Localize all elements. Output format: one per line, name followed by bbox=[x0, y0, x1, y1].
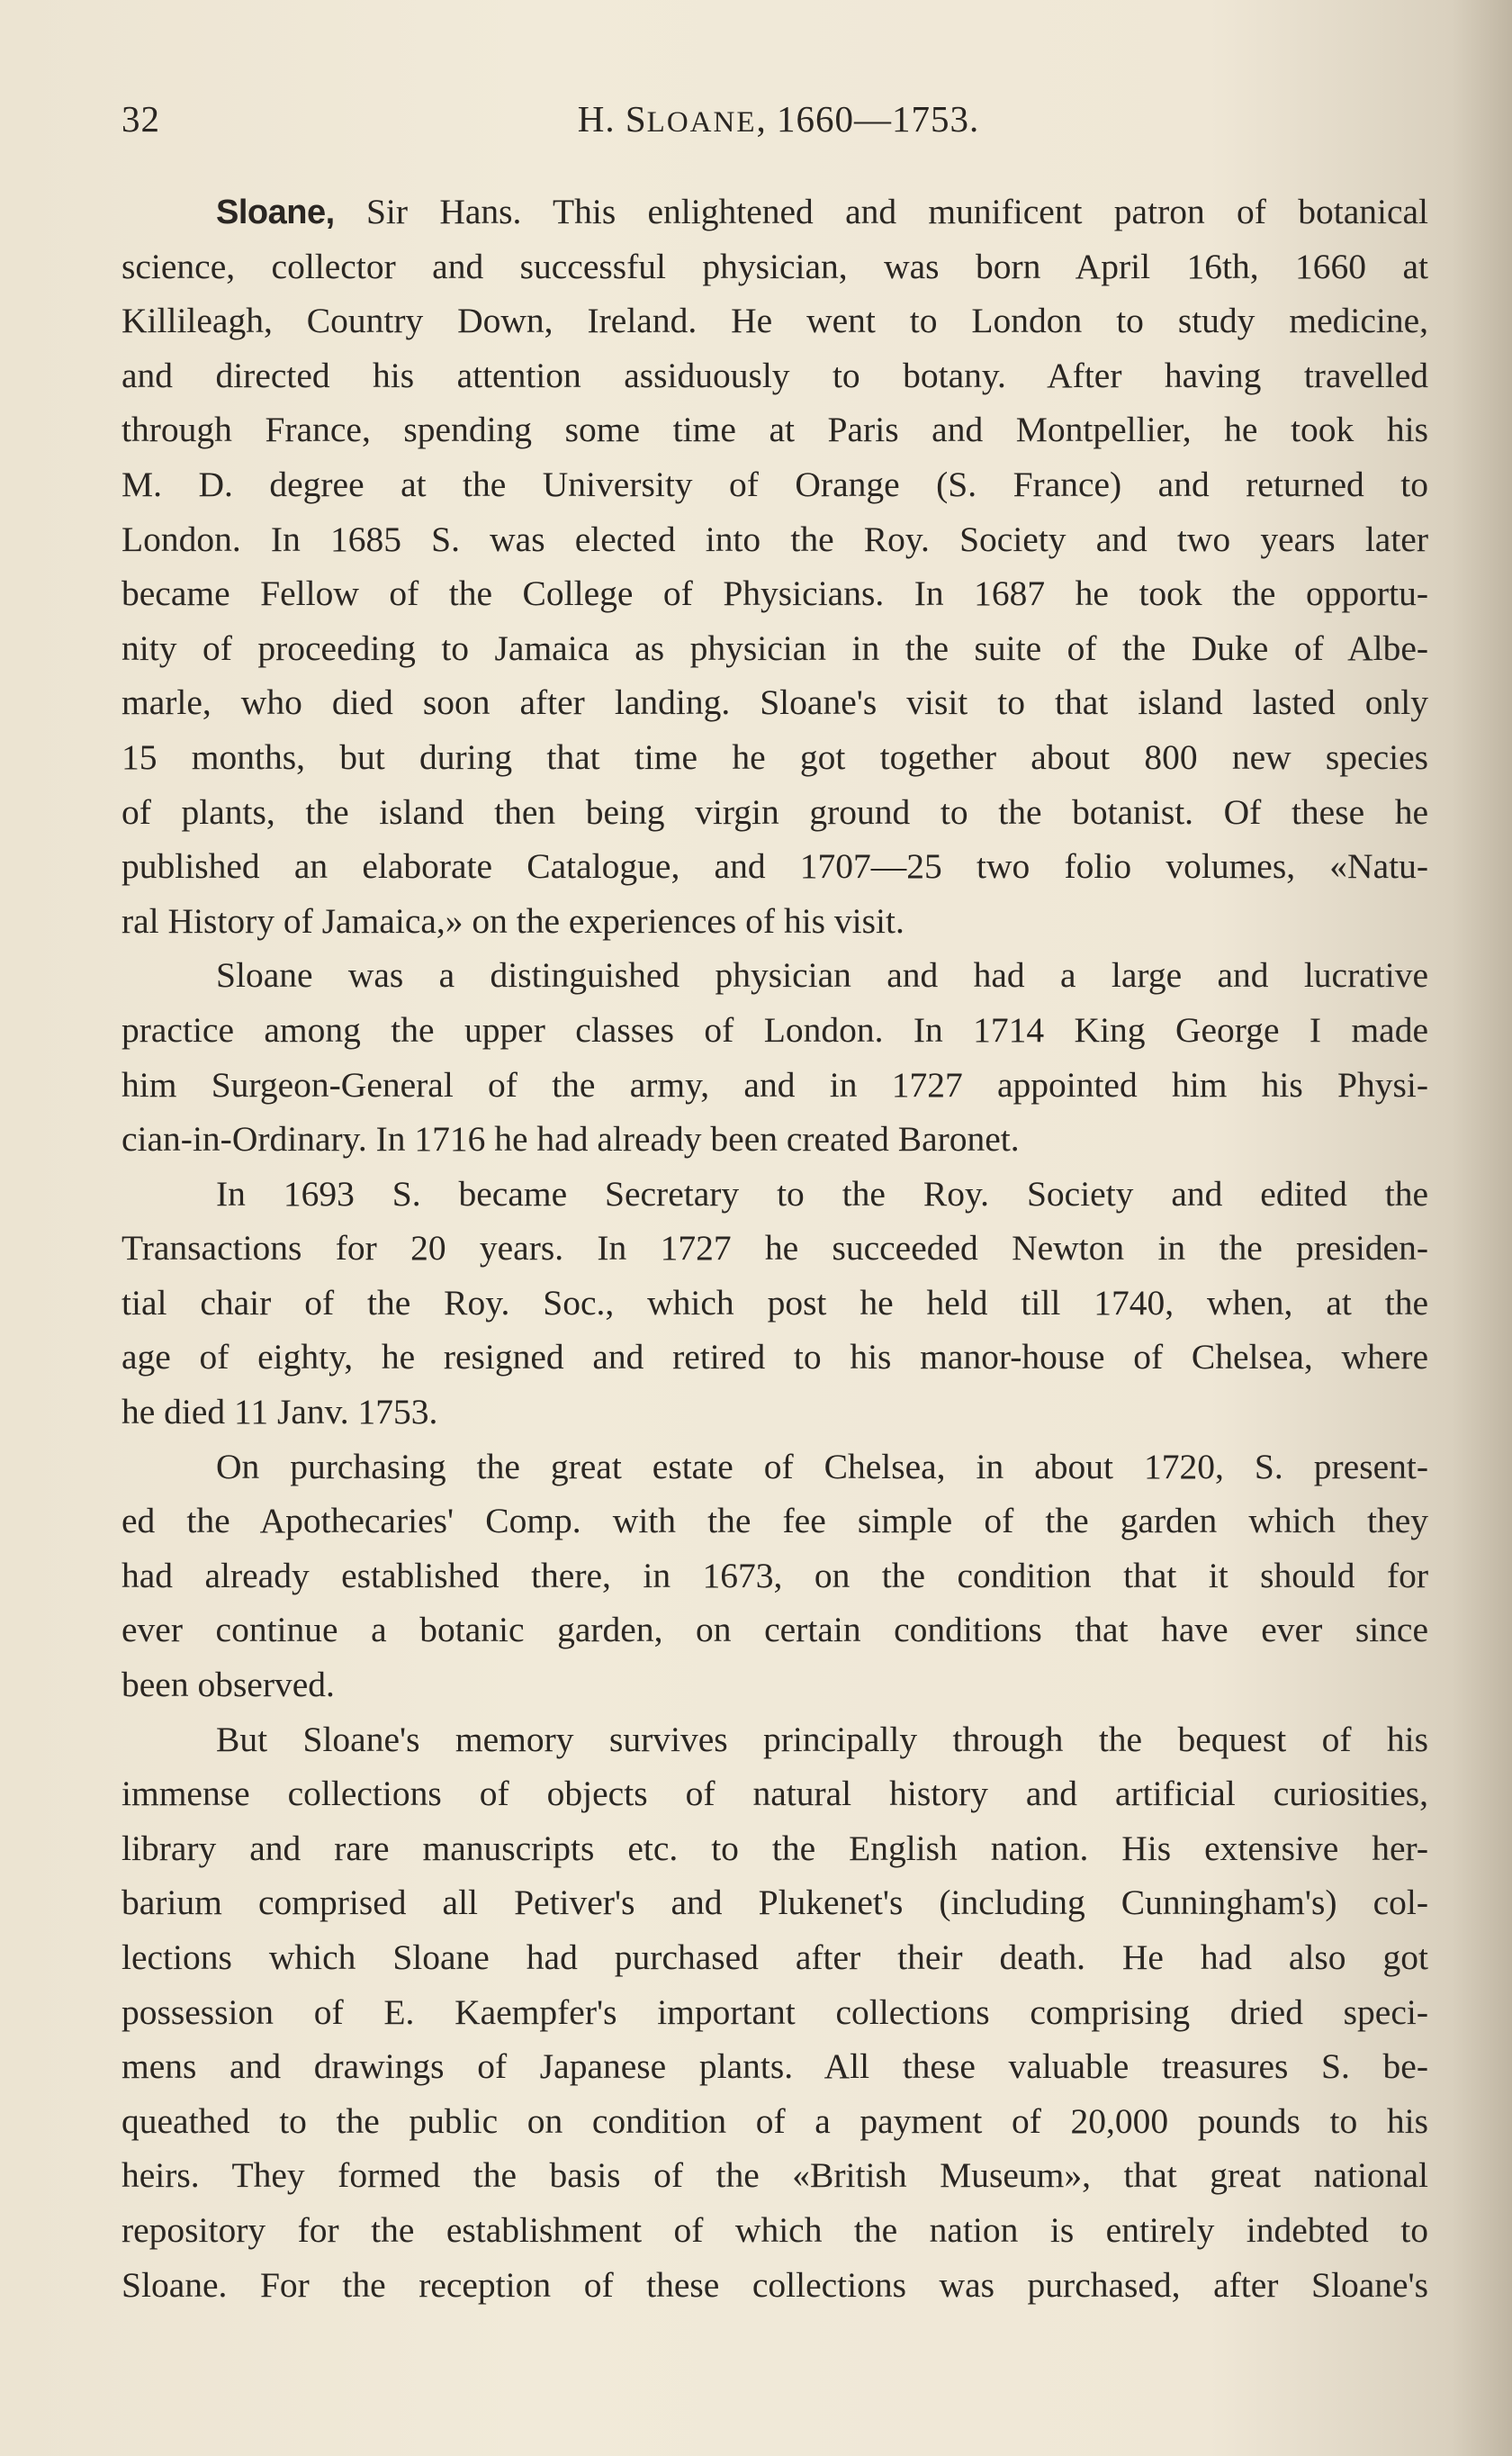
text-line: he died 11 Janv. 1753. bbox=[122, 1392, 438, 1432]
text-line: London. In 1685 S. was elected into the Roy. Society and two years later bbox=[122, 519, 1428, 559]
page-header bbox=[122, 88, 1436, 151]
text-line: marle, who died soon after landing. Sloane's visit to that island lasted only bbox=[122, 682, 1428, 723]
text-line: Sloane, Sir Hans. This enlightened and munificent patron of botanical bbox=[216, 192, 1428, 231]
page-number: 32 bbox=[122, 98, 160, 140]
text-line: age of eighty, he resigned and retired to his manor-house of Chelsea, where bbox=[122, 1337, 1428, 1377]
text-line: Sloane was a distinguished physician and had a large and lucrative bbox=[216, 955, 1428, 996]
text-line: nity of proceeding to Jamaica as physician in the suite of the Duke of Albe- bbox=[122, 628, 1428, 668]
text-line: immense collections of objects of natural history and artificial curiosities, bbox=[122, 1774, 1428, 1814]
text-line: library and rare manuscripts etc. to the English nation. His extensive her- bbox=[122, 1828, 1428, 1868]
lemma-heading: Sloane, bbox=[216, 194, 335, 231]
paragraph-3 bbox=[122, 1167, 1428, 1440]
text-line: of plants, the island then being virgin ground to the botanist. Of these he bbox=[122, 791, 1428, 832]
text-line: heirs. They formed the basis of the «British Museum», that great national bbox=[122, 2155, 1428, 2196]
text-line: Sloane. For the reception of these collections was purchased, after Sloane's bbox=[122, 2264, 1428, 2305]
text-line: ral History of Jamaica,» on the experiences of his visit. bbox=[122, 900, 904, 941]
running-head-smallcaps: LOANE bbox=[646, 106, 757, 139]
text-line: ever continue a botanic garden, on certain conditions that have ever since bbox=[122, 1610, 1428, 1650]
running-head-initial: H. S bbox=[577, 98, 647, 140]
text-line: repository for the establishment of which the nation is entirely indebted to bbox=[122, 2209, 1428, 2250]
paragraph-4 bbox=[122, 1440, 1428, 1712]
text-line: Transactions for 20 years. In 1727 he succeeded Newton in the presiden- bbox=[122, 1228, 1428, 1269]
text-line: barium comprised all Petiver's and Plukenet's (including Cunningham's) col- bbox=[122, 1883, 1428, 1923]
text-line: published an elaborate Catalogue, and 1707—25 two folio volumes, «Natu- bbox=[122, 846, 1428, 887]
text-line: lections which Sloane had purchased after their death. He had also got bbox=[122, 1937, 1428, 1977]
paragraph-5 bbox=[122, 1712, 1428, 2313]
text-line: mens and drawings of Japanese plants. All these valuable treasures S. be- bbox=[122, 2046, 1428, 2087]
text-line: had already established there, in 1673, on the condition that it should for bbox=[122, 1555, 1428, 1595]
text-line: But Sloane's memory survives principally through the bequest of his bbox=[216, 1719, 1428, 1759]
text-line: tial chair of the Roy. Soc., which post he held till 1740, when, at the bbox=[122, 1282, 1428, 1323]
text-line: cian-in-Ordinary. In 1716 he had already been created Baronet. bbox=[122, 1119, 1020, 1160]
text-line: and directed his attention assiduously to botany. After having travelled bbox=[122, 355, 1428, 395]
running-head-rest: , 1660—1753. bbox=[756, 98, 980, 140]
text-line: Killileagh, Country Down, Ireland. He went to London to study medicine, bbox=[122, 301, 1428, 341]
text-line: M. D. degree at the University of Orange (S. France) and returned to bbox=[122, 464, 1428, 504]
text-line: On purchasing the great estate of Chelsea, in about 1720, S. present- bbox=[216, 1446, 1428, 1486]
text-line: practice among the upper classes of London. In 1714 King George I made bbox=[122, 1009, 1428, 1050]
paragraph-2 bbox=[122, 948, 1428, 1166]
text-line: ed the Apothecaries' Comp. with the fee simple of the garden which they bbox=[122, 1501, 1428, 1541]
paragraph-1 bbox=[122, 185, 1428, 948]
text-line: possession of E. Kaempfer's important collections comprising dried speci- bbox=[122, 1991, 1428, 2032]
text-line: queathed to the public on condition of a payment of 20,000 pounds to his bbox=[122, 2100, 1428, 2141]
body-text bbox=[122, 185, 1428, 2312]
text-line: through France, spending some time at Paris and Montpellier, he took his bbox=[122, 410, 1428, 450]
text-line: In 1693 S. became Secretary to the Roy. Society and edited the bbox=[216, 1173, 1428, 1214]
text-line: 15 months, but during that time he got together about 800 new species bbox=[122, 736, 1428, 777]
text-line: science, collector and successful physician, was born April 16th, 1660 at bbox=[122, 246, 1428, 286]
text-line: became Fellow of the College of Physicians. In 1687 he took the opportu- bbox=[122, 573, 1428, 614]
text-line: been observed. bbox=[122, 1665, 335, 1705]
running-head bbox=[122, 97, 1436, 140]
text-line: him Surgeon-General of the army, and in 1727 appointed him his Physi- bbox=[122, 1064, 1428, 1105]
